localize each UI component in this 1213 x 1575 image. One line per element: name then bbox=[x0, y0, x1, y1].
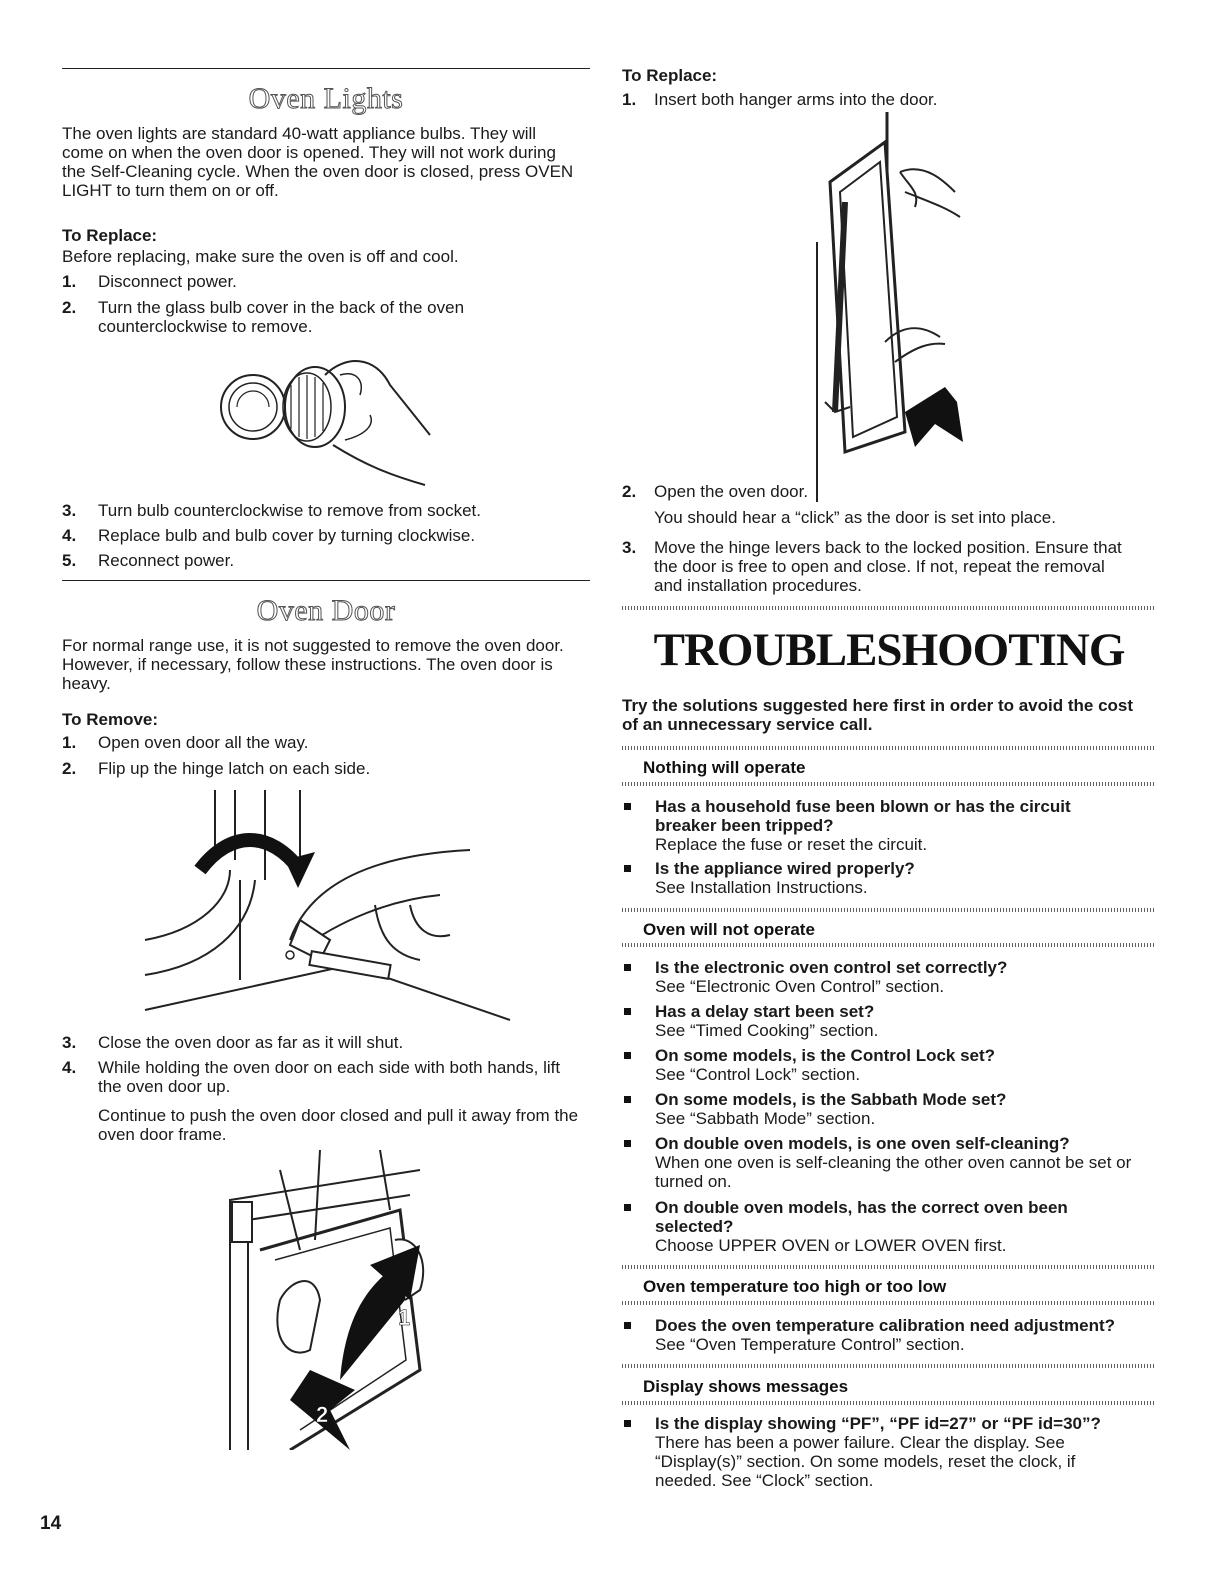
step-number: 1. bbox=[62, 272, 77, 291]
remove-step4-note: Continue to push the oven door closed and pull it away from the oven door frame. bbox=[98, 1106, 579, 1144]
item-question: On double oven models, has the correct oven been selected? bbox=[655, 1198, 1068, 1236]
bullet-icon bbox=[624, 1322, 631, 1329]
bullet-icon bbox=[624, 1140, 631, 1147]
item-question: On double oven models, is one oven self-cleaning? bbox=[655, 1134, 1070, 1153]
divider bbox=[622, 782, 1156, 786]
step-text: Close the oven door as far as it will shut. bbox=[98, 1033, 404, 1052]
oven-lights-step bbox=[62, 551, 582, 570]
bullet-icon bbox=[624, 803, 631, 810]
item-answer: Replace the fuse or reset the circuit. bbox=[655, 835, 928, 854]
bullet-icon bbox=[624, 964, 631, 971]
remove-step bbox=[62, 1033, 582, 1052]
troubleshooting-item bbox=[622, 1046, 1156, 1084]
troubleshooting-item bbox=[622, 797, 1132, 854]
item-answer: See “Sabbath Mode” section. bbox=[655, 1109, 876, 1128]
step-number: 2. bbox=[62, 759, 77, 778]
divider bbox=[622, 943, 1156, 947]
oven-lights-replace-heading: To Replace: bbox=[62, 226, 158, 245]
replace-step bbox=[622, 538, 1122, 595]
item-answer: Choose UPPER OVEN or LOWER OVEN first. bbox=[655, 1236, 1007, 1255]
item-answer: See “Timed Cooking” section. bbox=[655, 1021, 879, 1040]
divider bbox=[622, 1401, 1156, 1405]
step-text: Disconnect power. bbox=[98, 272, 237, 291]
troubleshooting-item bbox=[622, 859, 1156, 897]
divider bbox=[622, 1265, 1156, 1269]
oven-door-intro: For normal range use, it is not suggested to remove the oven door. However, if necessary, follow these instructions. The oven door is heavy. bbox=[62, 636, 564, 693]
item-question: Does the oven temperature calibration need adjustment? bbox=[655, 1316, 1116, 1335]
step-text: Reconnect power. bbox=[98, 551, 235, 570]
bulb-cover-illustration bbox=[215, 345, 455, 490]
oven-door-title: Oven Door bbox=[256, 594, 396, 627]
divider bbox=[622, 908, 1156, 912]
step-number: 4. bbox=[62, 1058, 77, 1077]
item-question: Has a household fuse been blown or has the circuit breaker been tripped? bbox=[655, 797, 1071, 835]
replace-step2-note: You should hear a “click” as the door is set into place. bbox=[654, 508, 1056, 527]
oven-lights-title: Oven Lights bbox=[248, 82, 404, 115]
step-text: Turn bulb counterclockwise to remove from socket. bbox=[98, 501, 481, 520]
item-question: On some models, is the Sabbath Mode set? bbox=[655, 1090, 1007, 1109]
divider bbox=[622, 746, 1156, 750]
section-title-oven-temperature: Oven temperature too high or too low bbox=[643, 1277, 947, 1296]
item-answer: See “Control Lock” section. bbox=[655, 1065, 861, 1084]
troubleshooting-item bbox=[622, 1002, 1156, 1040]
figure-label: 2 bbox=[316, 1402, 329, 1427]
oven-lights-intro: The oven lights are standard 40-watt appliance bulbs. They will come on when the oven door is opened. They will not work during the Self-Cleaning cycle. When the oven door is closed, press OVEN LIGHT to turn them on or off. bbox=[62, 124, 574, 200]
section-rule bbox=[62, 580, 590, 581]
bullet-icon bbox=[624, 1420, 631, 1427]
step-number: 2. bbox=[62, 298, 77, 317]
item-answer: See Installation Instructions. bbox=[655, 878, 868, 897]
item-answer: There has been a power failure. Clear the display. See “Display(s)” section. On some models, reset the clock, if needed. See “Clock” section. bbox=[655, 1433, 1076, 1490]
item-question: Has a delay start been set? bbox=[655, 1002, 875, 1021]
replace-step bbox=[622, 90, 1152, 109]
bullet-icon bbox=[624, 1008, 631, 1015]
bullet-icon bbox=[624, 1096, 631, 1103]
section-title-nothing-will-operate: Nothing will operate bbox=[643, 758, 806, 777]
item-question: On some models, is the Control Lock set? bbox=[655, 1046, 996, 1065]
step-number: 5. bbox=[62, 551, 77, 570]
step-text: Open oven door all the way. bbox=[98, 733, 309, 752]
item-answer: See “Oven Temperature Control” section. bbox=[655, 1335, 965, 1354]
remove-heading: To Remove: bbox=[62, 710, 159, 729]
oven-lights-step bbox=[62, 526, 582, 545]
troubleshooting-item bbox=[622, 1198, 1112, 1255]
hinge-latch-illustration bbox=[140, 790, 520, 1025]
step-number: 3. bbox=[622, 538, 637, 557]
replace-door-heading: To Replace: bbox=[622, 66, 718, 85]
item-answer: When one oven is self-cleaning the other oven cannot be set or turned on. bbox=[655, 1153, 1132, 1191]
section-title-oven-will-not-operate: Oven will not operate bbox=[643, 920, 815, 939]
troubleshooting-item bbox=[622, 1316, 1156, 1354]
troubleshooting-item bbox=[622, 1414, 1102, 1490]
bullet-icon bbox=[624, 865, 631, 872]
step-number: 2. bbox=[622, 482, 637, 501]
step-text: Replace bulb and bulb cover by turning clockwise. bbox=[98, 526, 476, 545]
oven-lights-replace-note: Before replacing, make sure the oven is off and cool. bbox=[62, 247, 459, 266]
lift-door-illustration bbox=[220, 1150, 440, 1450]
troubleshooting-intro: Try the solutions suggested here first in order to avoid the cost of an unnecessary service call. bbox=[622, 696, 1134, 734]
bullet-icon bbox=[624, 1052, 631, 1059]
replace-step bbox=[622, 482, 1152, 501]
troubleshooting-item bbox=[622, 1090, 1156, 1128]
step-number: 1. bbox=[622, 90, 637, 109]
step-text: Insert both hanger arms into the door. bbox=[654, 90, 938, 109]
remove-step bbox=[62, 733, 582, 752]
bullet-icon bbox=[624, 1204, 631, 1211]
remove-step bbox=[62, 1058, 582, 1096]
step-text: Turn the glass bulb cover in the back of the oven counterclockwise to remove. bbox=[98, 298, 465, 336]
item-question: Is the display showing “PF”, “PF id=27” or “PF id=30”? bbox=[655, 1414, 1101, 1433]
item-question: Is the electronic oven control set correctly? bbox=[655, 958, 1008, 977]
troubleshooting-item bbox=[622, 958, 1156, 996]
figure-label: 1 bbox=[398, 1305, 411, 1330]
divider bbox=[622, 1364, 1156, 1368]
troubleshooting-title: TROUBLESHOOTING bbox=[653, 624, 1125, 676]
oven-lights-step bbox=[62, 501, 582, 520]
page-number: 14 bbox=[40, 1513, 62, 1534]
divider bbox=[622, 606, 1156, 610]
troubleshooting-item bbox=[622, 1134, 1156, 1191]
section-title-display-messages: Display shows messages bbox=[643, 1377, 849, 1396]
step-number: 3. bbox=[62, 501, 77, 520]
oven-lights-step bbox=[62, 298, 522, 336]
step-text: Open the oven door. bbox=[654, 482, 809, 501]
item-answer: See “Electronic Oven Control” section. bbox=[655, 977, 945, 996]
step-number: 3. bbox=[62, 1033, 77, 1052]
remove-step bbox=[62, 759, 582, 778]
step-text: Move the hinge levers back to the locked position. Ensure that the door is free to open and close. If not, repeat the removal and installation procedures. bbox=[654, 538, 1122, 595]
step-text: Flip up the hinge latch on each side. bbox=[98, 759, 371, 778]
divider bbox=[622, 1301, 1156, 1305]
item-question: Is the appliance wired properly? bbox=[655, 859, 915, 878]
top-rule bbox=[62, 68, 590, 69]
step-number: 1. bbox=[62, 733, 77, 752]
oven-lights-step bbox=[62, 272, 582, 291]
insert-hanger-illustration bbox=[805, 112, 970, 502]
step-number: 4. bbox=[62, 526, 77, 545]
step-text: While holding the oven door on each side with both hands, lift the oven door up. bbox=[98, 1058, 561, 1096]
